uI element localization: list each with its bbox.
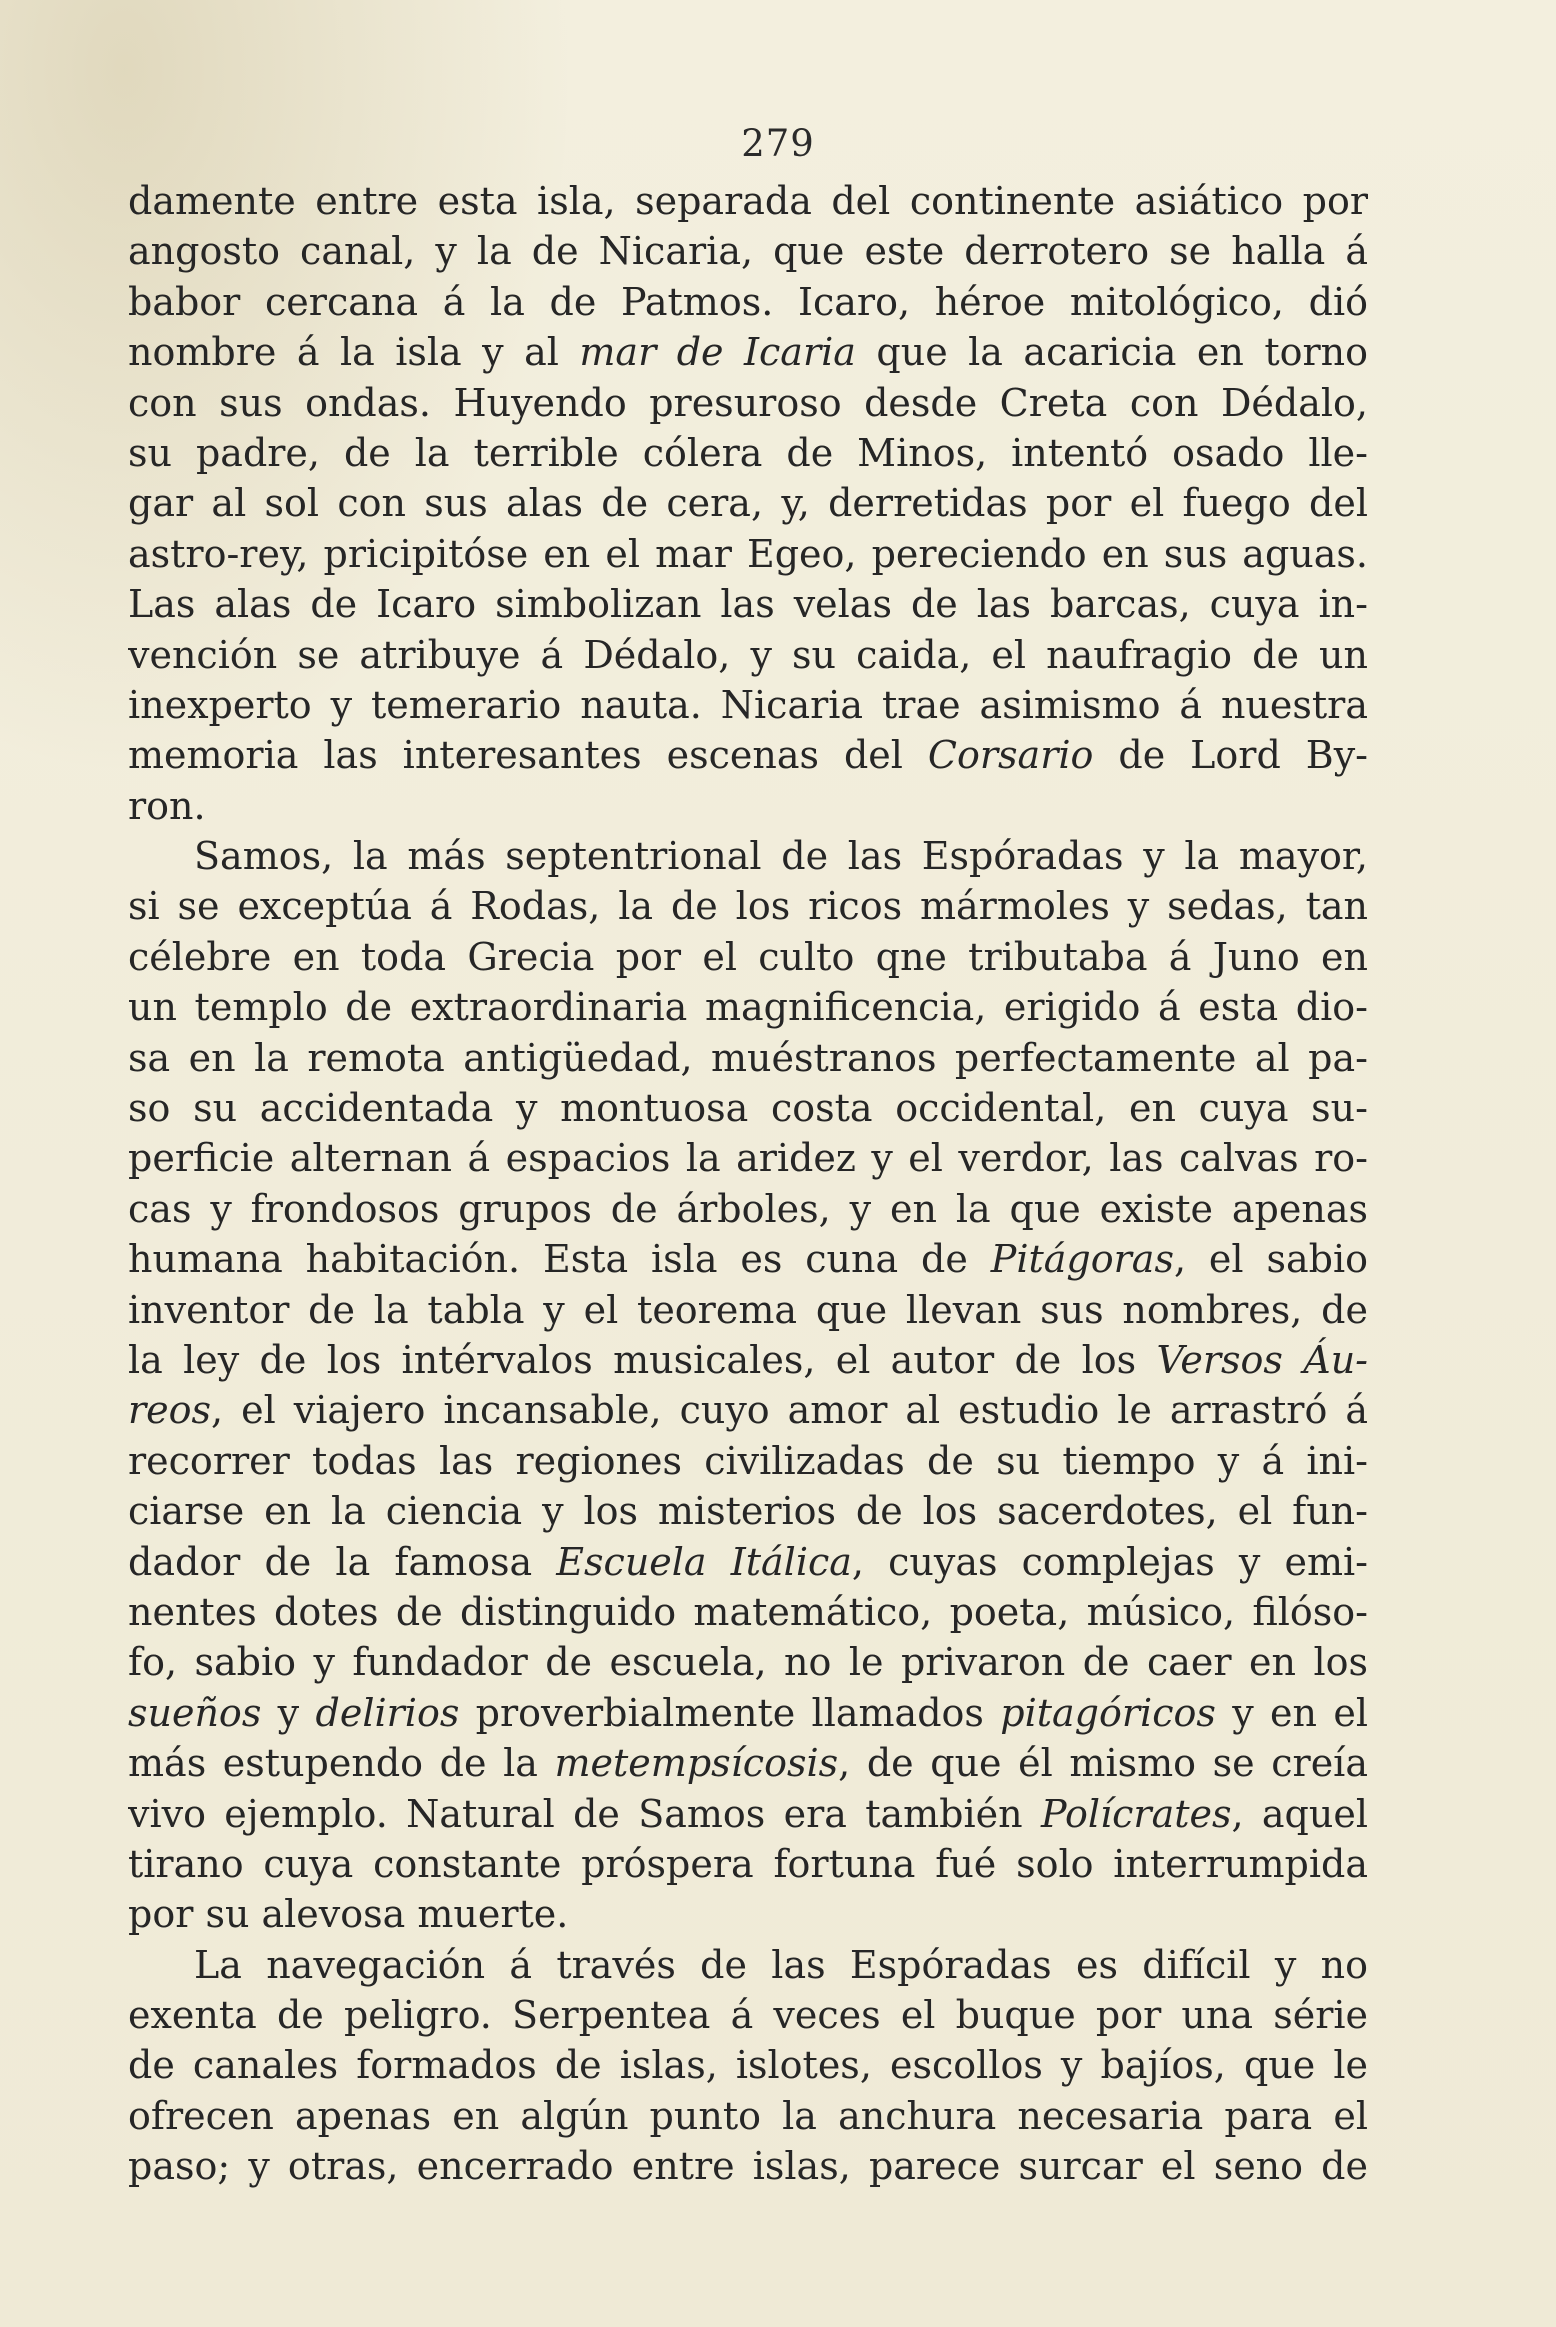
text-segment: Samos, la más septentrional de las Espóradas y la mayor, <box>194 834 1368 879</box>
italic-text: Versos Áu- <box>1156 1337 1368 1382</box>
text-segment: de Lord By- <box>1093 733 1368 778</box>
text-line <box>128 982 1368 1032</box>
text-segment: vención se atribuye á Dédalo, y su caida, el naufragio de un <box>128 632 1368 677</box>
text-segment: babor cercana á la de Patmos. Icaro, héroe mitológico, dió <box>128 279 1368 324</box>
text-segment: ciarse en la ciencia y los misterios de los sacerdotes, el fun- <box>128 1489 1368 1534</box>
text-segment: proverbialmente llamados <box>459 1690 1001 1735</box>
text-segment: inexperto y temerario nauta. Nicaria trae asimismo á nuestra <box>128 682 1368 727</box>
text-segment: la ley de los intérvalos musicales, el autor de los <box>128 1337 1157 1382</box>
text-segment: gar al sol con sus alas de cera, y, derretidas por el fuego del <box>128 481 1368 526</box>
text-segment: por su alevosa muerte. <box>128 1892 569 1937</box>
text-segment: inventor de la tabla y el teorema que llevan sus nombres, de <box>128 1287 1368 1332</box>
text-segment: paso; y otras, encerrado entre islas, parece surcar el seno de <box>128 2144 1368 2189</box>
text-line <box>128 478 1368 528</box>
text-line <box>128 932 1368 982</box>
text-segment: fo, sabio y fundador de escuela, no le privaron de caer en los <box>128 1640 1368 1685</box>
italic-text: Corsario <box>927 733 1094 778</box>
italic-text: reos <box>128 1388 212 1433</box>
text-line <box>128 579 1368 629</box>
text-line <box>128 831 1368 881</box>
text-segment: angosto canal, y la de Nicaria, que este derrotero se halla á <box>128 229 1368 274</box>
text-line <box>128 176 1368 226</box>
text-segment: , el viajero incansable, cuyo amor al estudio le arrastró á <box>211 1388 1368 1433</box>
text-line <box>128 378 1368 428</box>
text-line <box>128 781 1368 831</box>
italic-text: Pitágoras <box>990 1237 1174 1282</box>
text-line <box>128 1285 1368 1335</box>
text-segment: ofrecen apenas en algún punto la anchura necesaria para el <box>128 2093 1368 2138</box>
text-segment: su padre, de la terrible cólera de Minos, intentó osado lle- <box>128 430 1368 475</box>
text-line <box>128 1033 1368 1083</box>
text-line <box>128 1839 1368 1889</box>
text-segment: damente entre esta isla, separada del continente asiático por <box>128 179 1368 223</box>
text-line <box>128 327 1368 377</box>
text-line <box>128 1133 1368 1183</box>
text-segment: vivo ejemplo. Natural de Samos era también <box>128 1791 1041 1836</box>
text-segment: y <box>261 1690 316 1735</box>
italic-text: Polícrates <box>1040 1791 1232 1836</box>
text-line <box>128 1789 1368 1839</box>
text-segment: , cuyas complejas y emi- <box>851 1539 1368 1584</box>
text-line <box>128 1486 1368 1536</box>
text-segment: célebre en toda Grecia por el culto qne tributaba á Juno en <box>128 934 1368 979</box>
text-line <box>128 730 1368 780</box>
text-segment: humana habitación. Esta isla es cuna de <box>128 1237 991 1282</box>
text-segment: que la acaricia en torno <box>855 330 1368 375</box>
text-line <box>128 1587 1368 1637</box>
italic-text: sueños <box>128 1690 262 1735</box>
italic-text: pitagóricos <box>1000 1690 1216 1735</box>
text-line <box>128 680 1368 730</box>
text-line <box>128 1940 1368 1990</box>
text-line <box>128 226 1368 276</box>
text-line <box>128 2141 1368 2191</box>
text-line <box>128 1688 1368 1738</box>
text-line <box>128 630 1368 680</box>
text-line <box>128 1637 1368 1687</box>
text-segment: y en el <box>1215 1690 1368 1735</box>
text-segment: un templo de extraordinaria magnificencia, erigido á esta dio- <box>128 985 1368 1030</box>
text-segment: memoria las interesantes escenas del <box>128 733 928 778</box>
italic-text: delirios <box>315 1690 460 1735</box>
text-line <box>128 1537 1368 1587</box>
text-segment: con sus ondas. Huyendo presuroso desde Creta con Dédalo, <box>128 380 1368 425</box>
text-line <box>128 1083 1368 1133</box>
text-segment: más estupendo de la <box>128 1741 555 1786</box>
text-line <box>128 428 1368 478</box>
text-line <box>128 1385 1368 1435</box>
text-line <box>128 2040 1368 2090</box>
text-segment: , de que él mismo se creía <box>838 1741 1368 1786</box>
text-line <box>128 1436 1368 1486</box>
text-line <box>128 277 1368 327</box>
italic-text: metempsícosis <box>554 1741 839 1786</box>
text-segment: astro-rey, pricipitóse en el mar Egeo, pereciendo en sus aguas. <box>128 531 1368 576</box>
text-segment: recorrer todas las regiones civilizadas de su tiempo y á ini- <box>128 1438 1368 1483</box>
text-segment: de canales formados de islas, islotes, escollos y bajíos, que le <box>128 2043 1368 2088</box>
text-segment: so su accidentada y montuosa costa occidental, en cuya su- <box>128 1086 1368 1131</box>
text-line <box>128 1738 1368 1788</box>
text-segment: ron. <box>128 783 206 828</box>
text-segment: , el sabio <box>1173 1237 1368 1282</box>
text-line <box>128 2091 1368 2141</box>
text-segment: cas y frondosos grupos de árboles, y en la que existe apenas <box>128 1186 1368 1231</box>
text-line <box>128 529 1368 579</box>
text-segment: nombre á la isla y al <box>128 330 580 375</box>
text-line <box>128 1184 1368 1234</box>
text-segment: La navegación á través de las Espóradas es difícil y no <box>194 1942 1368 1987</box>
text-segment: Las alas de Icaro simbolizan las velas de las barcas, cuya in- <box>128 582 1368 627</box>
text-segment: nentes dotes de distinguido matemático, poeta, músico, filóso- <box>128 1589 1368 1634</box>
text-line <box>128 1234 1368 1284</box>
text-segment: exenta de peligro. Serpentea á veces el buque por una série <box>128 1993 1368 2038</box>
text-segment: dador de la famosa <box>128 1539 557 1584</box>
text-segment: sa en la remota antigüedad, muéstranos perfectamente al pa- <box>128 1035 1368 1080</box>
italic-text: Escuela Itálica <box>556 1539 852 1584</box>
text-line <box>128 881 1368 931</box>
body-text <box>128 176 1368 2192</box>
text-line <box>128 1889 1368 1939</box>
text-line <box>128 1335 1368 1385</box>
text-segment: tirano cuya constante próspera fortuna fué solo interrumpida <box>128 1841 1368 1886</box>
text-segment: , aquel <box>1231 1791 1368 1836</box>
italic-text: mar de Icaria <box>579 330 856 375</box>
text-segment: perficie alternan á espacios la aridez y el verdor, las calvas ro- <box>128 1136 1368 1181</box>
text-line <box>128 1990 1368 2040</box>
text-segment: si se exceptúa á Rodas, la de los ricos mármoles y sedas, tan <box>128 884 1368 929</box>
page-number: 279 <box>741 122 815 165</box>
